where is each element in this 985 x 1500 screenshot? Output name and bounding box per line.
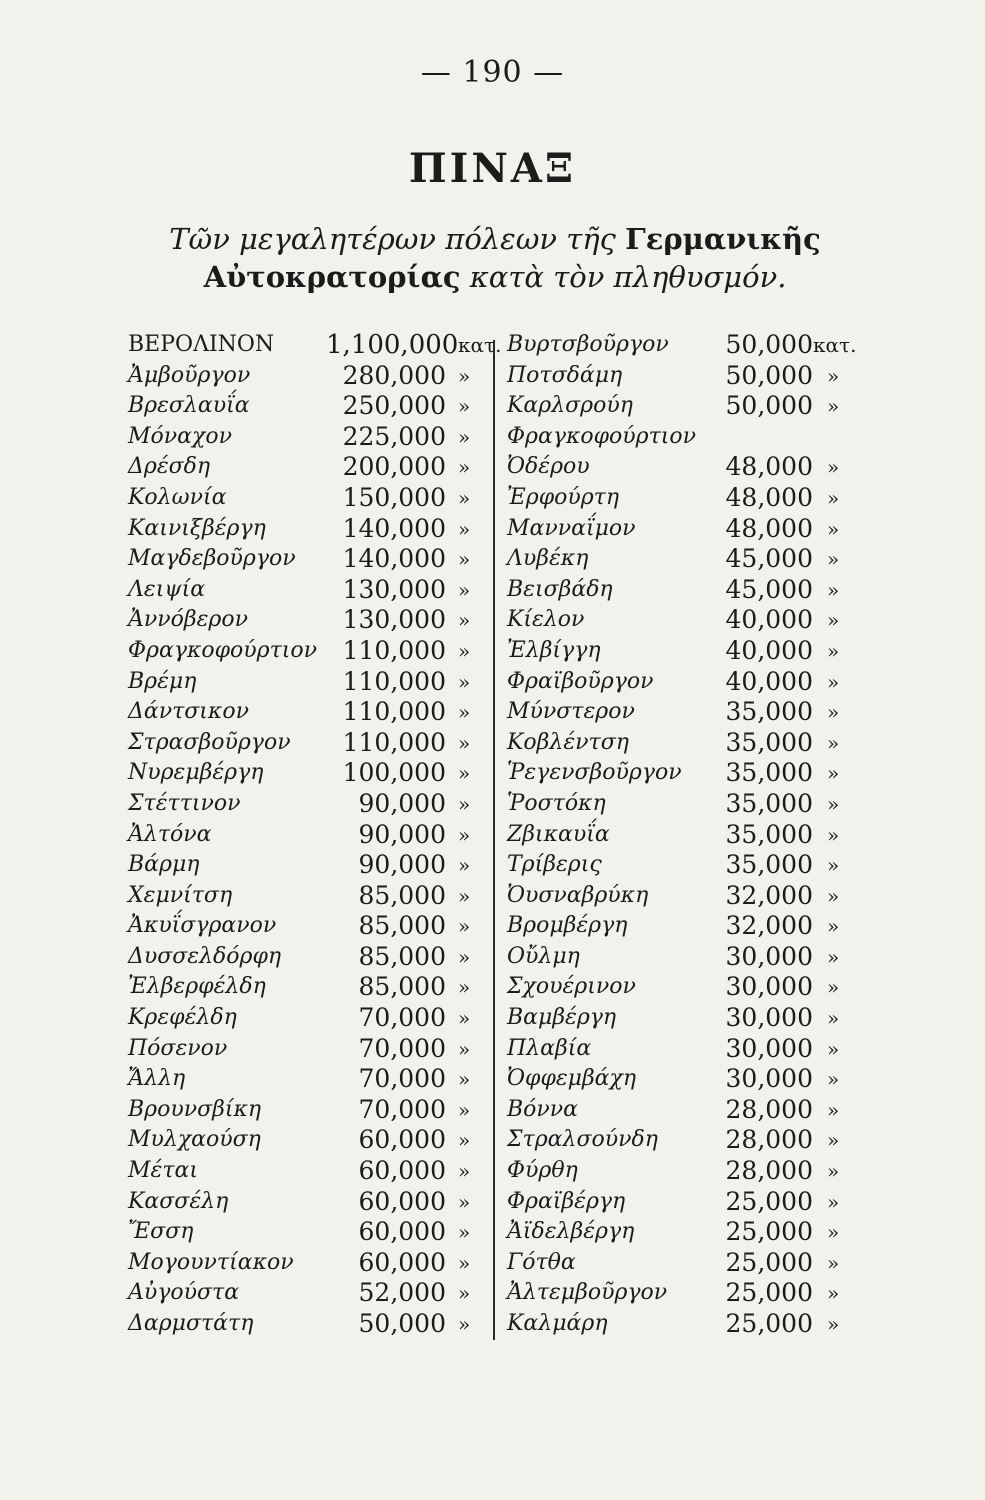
city-name: Κασσέλη <box>128 1188 229 1214</box>
unit-label: » <box>458 363 471 388</box>
population-value: 50,000 <box>725 360 813 390</box>
unit-label: » <box>827 761 840 786</box>
table-row <box>507 1125 877 1156</box>
table-row <box>128 1125 490 1156</box>
population-value: 32,000 <box>725 911 813 941</box>
unit-label: » <box>458 791 471 816</box>
unit-label: » <box>827 669 840 694</box>
population-value: 40,000 <box>725 605 813 635</box>
table-row <box>128 728 490 759</box>
city-name: Μανναΐμον <box>507 515 636 541</box>
city-name: Κρεφέλδη <box>128 1005 237 1031</box>
unit-label: » <box>827 700 840 725</box>
population-value: 70,000 <box>358 1094 446 1124</box>
unit-label: » <box>827 547 840 572</box>
table-row <box>128 1248 490 1279</box>
table-row <box>507 514 877 545</box>
unit-label: » <box>458 1159 471 1184</box>
city-name: Ὀφφεμβάχη <box>507 1066 637 1092</box>
population-value: 60,000 <box>358 1186 446 1216</box>
population-value: 130,000 <box>342 574 446 604</box>
unit-label: » <box>827 914 840 939</box>
table-row <box>128 330 502 361</box>
unit-label: » <box>827 1006 840 1031</box>
population-value: 48,000 <box>725 482 813 512</box>
table-row <box>128 697 490 728</box>
population-value: 60,000 <box>358 1217 446 1247</box>
unit-label: » <box>458 761 471 786</box>
unit-label: » <box>458 853 471 878</box>
unit-label: » <box>827 516 840 541</box>
right-column <box>507 330 877 1340</box>
table-row <box>128 544 490 575</box>
population-value: 140,000 <box>342 544 446 574</box>
unit-label: » <box>458 730 471 755</box>
city-name: Δρέσδη <box>128 454 211 480</box>
population-value: 85,000 <box>358 911 446 941</box>
unit-label: » <box>458 1312 471 1336</box>
population-value: 50,000 <box>358 1309 446 1338</box>
city-name: Κοβλέντση <box>507 729 629 755</box>
city-name: Βρουνσβίκη <box>128 1096 262 1122</box>
table-row <box>507 1034 877 1065</box>
population-value: 225,000 <box>342 421 446 451</box>
city-name: Πλαβία <box>507 1035 592 1061</box>
city-name: Μέται <box>128 1158 198 1184</box>
table-row <box>507 789 877 820</box>
city-name: Ἔσση <box>128 1219 194 1245</box>
unit-label: » <box>458 577 471 602</box>
table-row <box>128 1095 490 1126</box>
population-value: 90,000 <box>358 819 446 849</box>
table-row <box>128 911 490 942</box>
table-row <box>507 544 877 575</box>
unit-label: » <box>827 730 840 755</box>
city-name: Δυσσελδόρφη <box>128 943 282 969</box>
column-divider <box>493 340 495 1340</box>
city-name: Ὀυσναβρύκη <box>507 882 649 908</box>
table-row <box>507 697 877 728</box>
city-name: Καινιξβέργη <box>128 515 266 541</box>
city-name: Φύρθη <box>507 1158 578 1184</box>
population-value: 85,000 <box>358 972 446 1002</box>
table-row <box>507 850 877 881</box>
unit-label: » <box>458 1220 471 1245</box>
city-name: Νυρεμβέργη <box>128 760 264 786</box>
city-name: Βάρμη <box>128 852 200 878</box>
unit-label: » <box>458 700 471 725</box>
city-name: Μύνστερον <box>507 699 635 725</box>
city-name: Ἀμβοῦργον <box>128 362 251 388</box>
population-value: 280,000 <box>342 360 446 390</box>
population-value: 48,000 <box>725 513 813 543</box>
population-value: 85,000 <box>358 880 446 910</box>
unit-label: » <box>458 822 471 847</box>
unit-label: » <box>458 394 471 419</box>
city-name: Μόναχον <box>128 423 232 449</box>
city-name: Τρίβερις <box>507 852 602 878</box>
table-row <box>128 850 490 881</box>
city-name: Βεισβάδη <box>507 576 613 602</box>
population-value: 85,000 <box>358 941 446 971</box>
unit-label: κατ. <box>458 333 502 357</box>
population-value: 25,000 <box>725 1217 813 1247</box>
population-value: 28,000 <box>725 1125 813 1155</box>
unit-label: » <box>827 485 840 510</box>
population-value: 110,000 <box>342 635 446 665</box>
table-row <box>128 881 490 912</box>
table-row <box>128 789 490 820</box>
table-row <box>507 330 877 361</box>
city-name: Στέττινον <box>128 790 241 816</box>
table-row <box>128 667 490 698</box>
table-row <box>128 514 490 545</box>
city-name: Βρομβέργη <box>507 913 628 939</box>
unit-label: » <box>458 485 471 510</box>
table-row <box>128 361 490 392</box>
population-value: 30,000 <box>725 941 813 971</box>
table-row <box>507 1003 877 1034</box>
unit-label: » <box>827 455 840 480</box>
table-row <box>507 1095 877 1126</box>
unit-label: » <box>827 853 840 878</box>
table-row <box>128 636 490 667</box>
population-value: 30,000 <box>725 1003 813 1033</box>
table-row <box>507 636 877 667</box>
city-name: Λυβέκη <box>507 546 589 572</box>
subtitle-line2-bold: Αὐτοκρατορίας <box>203 260 461 294</box>
table-row <box>507 667 877 698</box>
city-name: Ἄλλη <box>128 1066 186 1092</box>
city-name: Ἐρφούρτη <box>507 484 620 510</box>
unit-label: » <box>827 1036 840 1061</box>
city-name: Ἀλτόνα <box>128 821 212 847</box>
population-value: 60,000 <box>358 1247 446 1277</box>
table-row <box>507 605 877 636</box>
population-value: 110,000 <box>342 697 446 727</box>
unit-label: » <box>458 455 471 480</box>
population-value: 50,000 <box>725 330 813 359</box>
unit-label: » <box>827 1067 840 1092</box>
table-row <box>507 881 877 912</box>
table-row <box>507 1309 877 1340</box>
city-name: Ἀκυΐσγρανον <box>128 913 277 939</box>
table-row <box>128 391 490 422</box>
population-value: 30,000 <box>725 1033 813 1063</box>
table-row <box>507 1217 877 1248</box>
table-row <box>507 391 877 422</box>
city-name: Καρλσρούη <box>507 393 633 419</box>
city-name: Βαμβέργη <box>507 1005 617 1031</box>
population-value: 90,000 <box>358 850 446 880</box>
population-value: 52,000 <box>358 1278 446 1308</box>
population-value: 250,000 <box>342 391 446 421</box>
table-row <box>128 483 490 514</box>
population-value: 110,000 <box>342 666 446 696</box>
population-value: 25,000 <box>725 1309 813 1338</box>
unit-label: » <box>458 547 471 572</box>
unit-label: » <box>458 669 471 694</box>
city-name: Μαγδεβοῦργον <box>128 546 296 572</box>
population-value: 28,000 <box>725 1156 813 1186</box>
unit-label: » <box>827 577 840 602</box>
city-name: Στρασβοῦργον <box>128 729 291 755</box>
unit-label: » <box>458 1097 471 1122</box>
population-value: 40,000 <box>725 635 813 665</box>
table-row <box>507 758 877 789</box>
population-value: 25,000 <box>725 1278 813 1308</box>
unit-label: » <box>458 1067 471 1092</box>
subtitle-line2-text: κατὰ τὸν πληθυσμόν. <box>460 260 787 294</box>
table-row <box>507 820 877 851</box>
table-row <box>128 972 490 1003</box>
population-value: 60,000 <box>358 1125 446 1155</box>
unit-label: » <box>458 1281 471 1306</box>
city-name: Σχουέρινον <box>507 974 636 1000</box>
city-name: Ῥεγενσβοῦργον <box>507 760 682 786</box>
subtitle-line1-text: Τῶν μεγαλητέρων πόλεων τῆς <box>169 222 626 256</box>
unit-label: » <box>458 1036 471 1061</box>
city-name: Γότθα <box>507 1249 576 1275</box>
unit-label: » <box>458 944 471 969</box>
unit-label: » <box>827 1097 840 1122</box>
city-name: Πόσενον <box>128 1035 228 1061</box>
table-row <box>128 605 490 636</box>
unit-label: » <box>458 424 471 449</box>
city-name: Δαρμστάτη <box>128 1311 254 1336</box>
population-value: 30,000 <box>725 972 813 1002</box>
population-value: 32,000 <box>725 880 813 910</box>
unit-label: » <box>827 608 840 633</box>
subtitle-line1-bold: Γερμανικῆς <box>625 222 821 256</box>
city-name: Βρεσλαυΐα <box>128 393 250 419</box>
city-name: Βυρτσβοῦργον <box>507 332 669 357</box>
unit-label: » <box>458 1250 471 1275</box>
city-name: Ζβικαυΐα <box>507 821 610 847</box>
unit-label: » <box>827 944 840 969</box>
population-value: 40,000 <box>725 666 813 696</box>
unit-label: » <box>827 1312 840 1336</box>
unit-label: » <box>458 883 471 908</box>
table-row <box>128 1064 490 1095</box>
city-name: Φραγκοφούρτιον <box>128 637 318 663</box>
unit-label: » <box>827 791 840 816</box>
city-name: Ἐλβίγγη <box>507 637 601 663</box>
city-name: Ἐλβερφέλδη <box>128 974 266 1000</box>
population-value: 48,000 <box>725 452 813 482</box>
city-name: Ἀννόβερον <box>128 607 248 633</box>
table-row <box>507 911 877 942</box>
unit-label: » <box>458 975 471 1000</box>
population-value: 45,000 <box>725 544 813 574</box>
unit-label: κατ. <box>813 333 857 357</box>
city-name: Φραϊβέργη <box>507 1188 626 1214</box>
table-row <box>507 361 877 392</box>
city-name: Στραλσούνδη <box>507 1127 658 1153</box>
page-number: — 190 — <box>420 55 565 90</box>
city-name: Καλμάρη <box>507 1311 608 1336</box>
city-name: Φραϊβοῦργον <box>507 668 654 694</box>
city-name: Ἀϊδελβέργη <box>507 1219 635 1245</box>
population-value: 60,000 <box>358 1156 446 1186</box>
table-row <box>507 452 877 483</box>
population-value: 90,000 <box>358 788 446 818</box>
population-value: 150,000 <box>342 482 446 512</box>
table-row <box>507 728 877 759</box>
unit-label: » <box>458 638 471 663</box>
table-row <box>507 1064 877 1095</box>
table-row <box>128 1187 490 1218</box>
population-value: 25,000 <box>725 1247 813 1277</box>
unit-label: » <box>827 975 840 1000</box>
population-value: 35,000 <box>725 819 813 849</box>
population-value: 70,000 <box>358 1064 446 1094</box>
city-name: Μογουντίακον <box>128 1249 294 1275</box>
population-value: 30,000 <box>725 1064 813 1094</box>
population-value: 100,000 <box>342 758 446 788</box>
table-row <box>128 575 490 606</box>
unit-label: » <box>458 914 471 939</box>
table-title: ΠΙΝΑΞ <box>408 145 577 192</box>
table-row <box>128 1309 490 1340</box>
table-row <box>507 1156 877 1187</box>
population-value: 35,000 <box>725 788 813 818</box>
unit-label: » <box>827 1128 840 1153</box>
city-name: Ὀδέρου <box>507 454 590 480</box>
table-row <box>128 1156 490 1187</box>
unit-label: » <box>458 1128 471 1153</box>
table-row <box>507 1248 877 1279</box>
population-value: 130,000 <box>342 605 446 635</box>
table-row <box>507 972 877 1003</box>
city-name: Κολωνία <box>128 484 227 510</box>
city-name: Λειψία <box>128 576 206 602</box>
unit-label: » <box>827 1220 840 1245</box>
unit-label: » <box>827 1189 840 1214</box>
left-column <box>128 330 502 1340</box>
population-value: 35,000 <box>725 697 813 727</box>
population-value: 110,000 <box>342 727 446 757</box>
population-value: 70,000 <box>358 1033 446 1063</box>
city-name: Βόννα <box>507 1096 579 1122</box>
unit-label: » <box>458 608 471 633</box>
city-name: Ἀλτεμβοῦργον <box>507 1280 668 1306</box>
table-row <box>128 942 490 973</box>
population-value: 35,000 <box>725 758 813 788</box>
unit-label: » <box>458 1006 471 1031</box>
table-row <box>128 1034 490 1065</box>
table-row <box>128 452 490 483</box>
table-row <box>507 483 877 514</box>
population-value: 25,000 <box>725 1186 813 1216</box>
unit-label: » <box>458 1189 471 1214</box>
unit-label: » <box>827 638 840 663</box>
unit-label: » <box>827 363 840 388</box>
city-name: ΒΕΡΟΛΙΝΟΝ <box>128 332 275 357</box>
unit-label: » <box>827 883 840 908</box>
city-name: Ποτσδάμη <box>507 362 623 388</box>
population-value: 70,000 <box>358 1003 446 1033</box>
city-name: Αὐγούστα <box>128 1280 240 1306</box>
table-row <box>507 1187 877 1218</box>
city-name: Βρέμη <box>128 668 197 694</box>
city-name: Φραγκοφούρτιον <box>507 423 697 449</box>
table-subtitle <box>130 220 860 296</box>
city-name: Κίελον <box>507 607 585 633</box>
unit-label: » <box>827 1159 840 1184</box>
table-row <box>128 820 490 851</box>
unit-label: » <box>827 394 840 419</box>
population-value: 35,000 <box>725 727 813 757</box>
city-name: Χεμνίτση <box>128 882 233 908</box>
table-row <box>128 1217 490 1248</box>
table-row <box>128 1278 490 1309</box>
unit-label: » <box>827 1250 840 1275</box>
table-row <box>507 575 877 606</box>
table-row <box>128 1003 490 1034</box>
table-row <box>128 422 490 453</box>
city-name: Ῥοστόκη <box>507 790 606 816</box>
unit-label: » <box>827 1281 840 1306</box>
population-value: 45,000 <box>725 574 813 604</box>
table-row <box>507 942 877 973</box>
unit-label: » <box>827 822 840 847</box>
table-row <box>507 422 877 453</box>
table-row <box>507 1278 877 1309</box>
population-value: 1,100,000 <box>326 330 459 360</box>
population-value: 50,000 <box>725 391 813 421</box>
city-name: Μυλχαούση <box>128 1127 261 1153</box>
unit-label: » <box>458 516 471 541</box>
city-name: Δάντσικον <box>128 699 249 725</box>
table-row <box>128 758 490 789</box>
population-value: 35,000 <box>725 850 813 880</box>
city-name: Οὔλμη <box>507 943 580 969</box>
population-value: 28,000 <box>725 1094 813 1124</box>
population-value: 200,000 <box>342 452 446 482</box>
population-value: 140,000 <box>342 513 446 543</box>
